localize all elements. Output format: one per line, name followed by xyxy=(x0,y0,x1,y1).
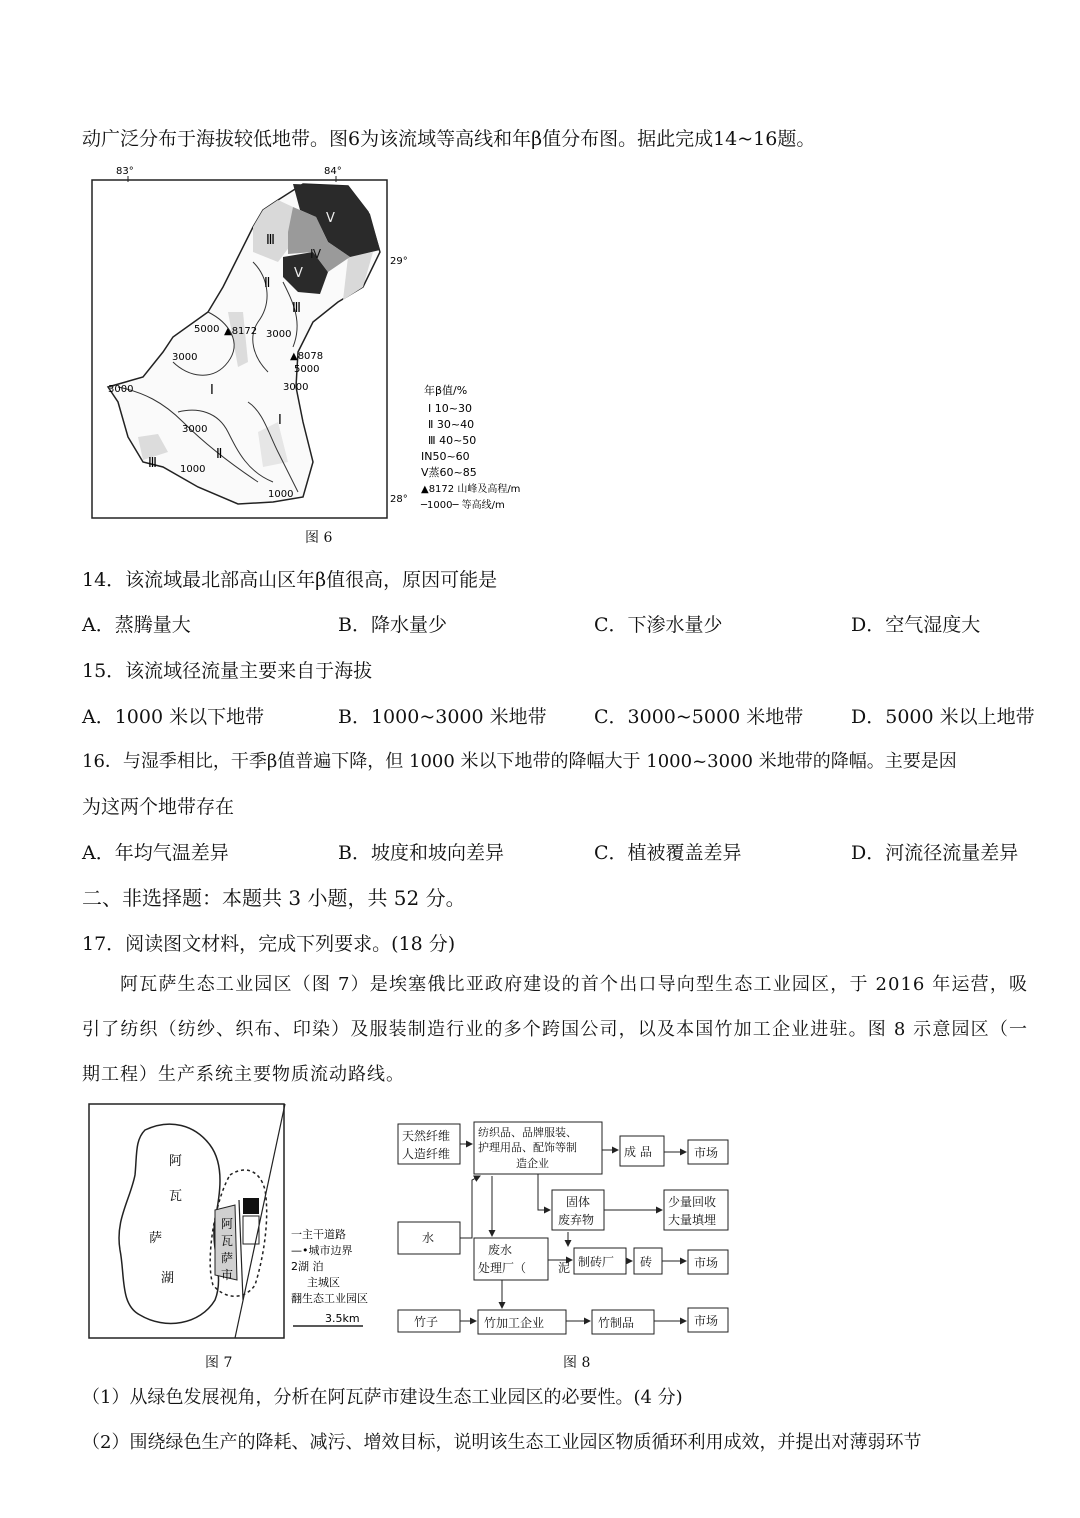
zone-label: Ⅳ xyxy=(310,247,322,261)
contour-label: 1000 xyxy=(268,489,294,500)
zone-label: Ⅲ xyxy=(148,456,157,471)
fig7-legend-item: —•城市边界 xyxy=(291,1244,353,1257)
question-15-stem: 15．该流域径流量主要来自于海拔 xyxy=(82,660,373,682)
city-label: 瓦 xyxy=(221,1234,234,1248)
contour-label: 1000 xyxy=(180,464,206,475)
q16-option-b: B．坡度和坡向差异 xyxy=(338,842,504,864)
question-16-stem-2: 为这两个地带存在 xyxy=(82,796,235,818)
market-label: 市场 xyxy=(694,1256,719,1270)
legend-item: Ⅱ 30~40 xyxy=(428,418,475,431)
q14-option-d: D．空气湿度大 xyxy=(851,614,981,636)
fig7-legend-item: 2湖 泊 xyxy=(291,1260,324,1273)
city-label: 萨 xyxy=(221,1251,234,1265)
intro-text: 动广泛分布于海拔较低地带。图6为该流域等高线和年β值分布图。据此完成14~16题。 xyxy=(82,128,816,150)
q14-option-a: A．蒸腾量大 xyxy=(82,614,191,636)
peak-8078: ▲8078 xyxy=(290,351,324,362)
lake-label: 瓦 xyxy=(169,1189,183,1204)
q14-option-c: C．下渗水量少 xyxy=(594,614,723,636)
bamboo-label: 竹子 xyxy=(414,1315,439,1329)
scale-label: 3.5km xyxy=(325,1312,360,1325)
q15-option-d: D．5000 米以上地带 xyxy=(851,706,1035,728)
bamboo-products-label: 竹制品 xyxy=(598,1316,635,1330)
zone-label: Ⅴ xyxy=(326,211,335,226)
figure-7-map xyxy=(85,1100,405,1350)
legend-item: Ⅰ 10~30 xyxy=(428,402,472,415)
main-road xyxy=(239,1200,243,1300)
solid-waste-label: 废弃物 xyxy=(558,1213,595,1227)
textile-label: 纺织品、品牌服装、 xyxy=(478,1126,577,1139)
figure-8-flow-diagram xyxy=(392,1120,742,1360)
zone-label: Ⅲ xyxy=(266,233,275,248)
eco-industrial-park xyxy=(243,1198,259,1214)
legend-item: IN50~60 xyxy=(421,450,470,463)
q16-option-c: C．植被覆盖差异 xyxy=(594,842,742,864)
figure-6-caption: 图 6 xyxy=(305,530,333,546)
brick-factory-label: 制砖厂 xyxy=(578,1255,615,1269)
lat-label-28: 28° xyxy=(390,494,408,505)
landfill-label: 大量填埋 xyxy=(668,1213,717,1227)
fig7-legend-item: 一主干道路 xyxy=(291,1228,346,1241)
market-label: 市场 xyxy=(694,1314,719,1328)
sludge-label: 泥 xyxy=(558,1261,571,1275)
fig7-legend-item: 翻生态工业园区 xyxy=(291,1292,368,1305)
textile-label: 造企业 xyxy=(516,1157,549,1170)
lon-label-83: 83° xyxy=(116,166,134,177)
legend-contour: ─1000─ 等高线/m xyxy=(421,500,505,511)
eco-park-phase xyxy=(243,1216,259,1244)
legend-item: Ⅴ蒸60~85 xyxy=(421,466,477,479)
zone-label: Ⅲ xyxy=(292,301,301,316)
question-17-sub-1: （1）从绿色发展视角，分析在阿瓦萨市建设生态工业园区的必要性。(4 分) xyxy=(82,1387,683,1408)
figure-6-contour-map xyxy=(88,162,548,522)
contour-label: 5000 xyxy=(294,364,320,375)
question-17-material: 阿瓦萨生态工业园区（图 7）是埃塞俄比亚政府建设的首个出口导向型生态工业园区，于 2016 年运营，吸引了纺织（纺纱、织布、印染）及服装制造行业的多个跨国公司，以及本国竹加工企业进驻。图 8 示意园区（一期工程）生产系统主要物质流动路线。 xyxy=(82,974,1028,1085)
market-label: 市场 xyxy=(694,1146,719,1160)
wastewater-label: 废水 xyxy=(488,1243,513,1257)
city-label: 阿 xyxy=(221,1217,234,1231)
lake-label: 阿 xyxy=(169,1154,183,1169)
lake-label: 湖 xyxy=(161,1271,175,1286)
wastewater-label: 处理厂（ xyxy=(478,1261,527,1275)
section-2-heading: 二、非选择题：本题共 3 小题，共 52 分。 xyxy=(82,886,466,910)
question-17-sub-2: （2）围绕绿色生产的降耗、减污、增效目标，说明该生态工业园区物质循环利用成效，并提出对薄弱环节 xyxy=(82,1432,922,1453)
question-14-stem: 14．该流域最北部高山区年β值很高，原因可能是 xyxy=(82,569,498,591)
contour-label: 3000 xyxy=(108,384,134,395)
textile-label: 护理用品、配饰等制 xyxy=(478,1141,577,1154)
contour-label: 3000 xyxy=(266,329,292,340)
q16-option-a: A．年均气温差异 xyxy=(82,842,229,864)
q15-option-b: B．1000~3000 米地带 xyxy=(338,706,547,728)
water-label: 水 xyxy=(422,1231,435,1245)
brick-label: 砖 xyxy=(640,1255,653,1269)
lat-label-29: 29° xyxy=(390,256,408,267)
lake-label: 萨 xyxy=(149,1231,163,1246)
question-16-stem-1: 16．与湿季相比，干季β值普遍下降，但 1000 米以下地带的降幅大于 1000~3000 米地带的降幅。主要是因 xyxy=(82,751,957,772)
products-label: 成 品 xyxy=(624,1145,652,1159)
zone-label: Ⅰ xyxy=(210,383,214,398)
figure-7-caption: 图 7 xyxy=(205,1355,233,1371)
q14-option-b: B．降水量少 xyxy=(338,614,447,636)
fig7-legend-item: 主城区 xyxy=(307,1276,340,1289)
solid-waste-label: 固体 xyxy=(566,1195,591,1209)
legend-item: Ⅲ 40~50 xyxy=(428,434,477,447)
zone-label: Ⅴ xyxy=(294,266,303,281)
recycle-label: 少量回收 xyxy=(668,1195,717,1209)
zone-label: Ⅱ xyxy=(264,276,271,291)
zone-label: Ⅱ xyxy=(216,447,223,462)
contour-label: 5000 xyxy=(194,324,220,335)
zone-label: Ⅰ xyxy=(278,413,282,428)
contour-label: 3000 xyxy=(182,424,208,435)
q16-option-d: D．河流径流量差异 xyxy=(851,842,1019,864)
peak-8172: ▲8172 xyxy=(224,326,258,337)
city-label: 市 xyxy=(221,1268,234,1282)
q15-option-c: C．3000~5000 米地带 xyxy=(594,706,804,728)
lon-label-84: 84° xyxy=(324,166,342,177)
contour-label: 3000 xyxy=(283,382,309,393)
contour-label: 3000 xyxy=(172,352,198,363)
legend-peak: ▲8172 山峰及高程/m xyxy=(421,484,521,495)
question-17-stem: 17．阅读图文材料，完成下列要求。(18 分) xyxy=(82,933,456,955)
bamboo-factory-label: 竹加工企业 xyxy=(484,1316,545,1330)
q15-option-a: A．1000 米以下地带 xyxy=(82,706,265,728)
legend-title: 年β值/% xyxy=(424,384,468,397)
natural-fiber-label: 天然纤维 xyxy=(402,1129,451,1143)
synthetic-fiber-label: 人造纤维 xyxy=(402,1147,451,1161)
figure-8-caption: 图 8 xyxy=(563,1355,591,1371)
